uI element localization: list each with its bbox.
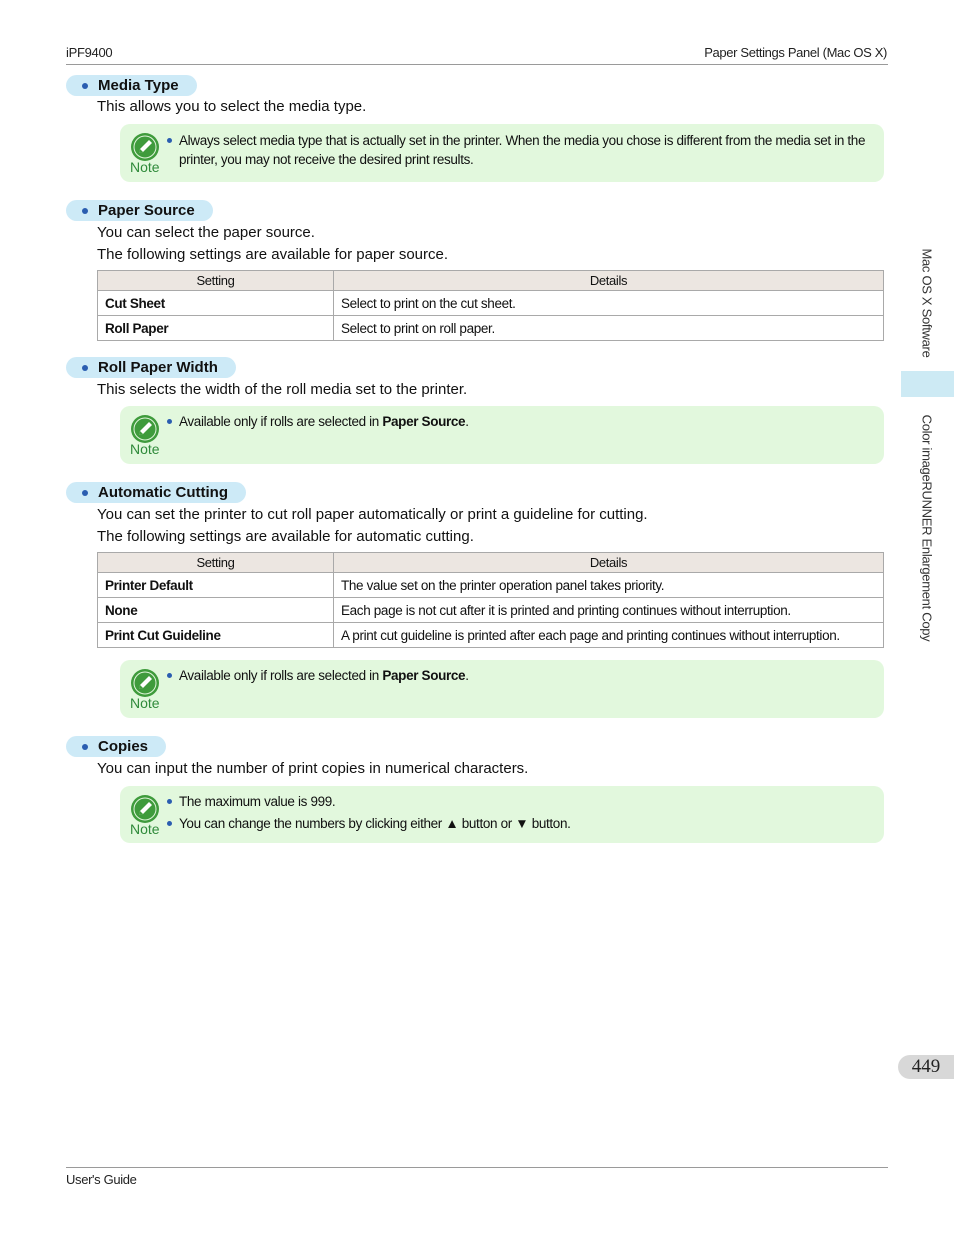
- section-heading-automatic-cutting: Automatic Cutting: [66, 482, 246, 503]
- footer-guide-name: User's Guide: [66, 1172, 137, 1187]
- note-pencil-icon: [130, 414, 160, 444]
- automatic-cutting-table: [97, 552, 884, 648]
- note-item: Available only if rolls are selected in Paper Source.: [167, 666, 870, 685]
- note-item: The maximum value is 999.: [167, 792, 870, 811]
- table-row: [98, 291, 884, 316]
- media-type-description: This allows you to select the media type.: [97, 98, 367, 115]
- page-number: 449: [898, 1055, 954, 1079]
- table-row: [98, 598, 884, 623]
- note-item: You can change the numbers by clicking either ▲ button or ▼ button.: [167, 814, 870, 833]
- table-cell-setting: Printer Default: [98, 573, 334, 598]
- paper-source-settings-intro: The following settings are available for paper source.: [97, 246, 449, 263]
- footer-divider: [66, 1167, 888, 1168]
- bullet-icon: [82, 83, 88, 89]
- bullet-icon: [167, 799, 172, 804]
- table-header-details: Details: [334, 271, 884, 291]
- bullet-icon: [82, 490, 88, 496]
- section-heading-roll-paper-width: Roll Paper Width: [66, 357, 236, 378]
- paper-source-description: You can select the paper source.: [97, 224, 315, 241]
- page-header-title: Paper Settings Panel (Mac OS X): [704, 45, 887, 60]
- header-divider: [66, 64, 888, 65]
- note-box-media-type: [120, 124, 884, 182]
- table-cell-details: Select to print on roll paper.: [334, 316, 884, 341]
- note-label: Note: [130, 695, 160, 711]
- table-header-setting: Setting: [98, 553, 334, 573]
- bullet-icon: [82, 208, 88, 214]
- note-item: Always select media type that is actually set in the printer. When the media you chose is different from the media set in the printer, you may not receive the desired print results.: [167, 131, 870, 169]
- table-row: [98, 623, 884, 648]
- note-label: Note: [130, 441, 160, 457]
- copies-description: You can input the number of print copies in numerical characters.: [97, 760, 529, 777]
- automatic-cutting-description: You can set the printer to cut roll paper automatically or print a guideline for cutting.: [97, 506, 648, 523]
- bullet-icon: [82, 365, 88, 371]
- roll-paper-width-description: This selects the width of the roll media set to the printer.: [97, 381, 468, 398]
- bullet-icon: [167, 138, 172, 143]
- paper-source-table: [97, 270, 884, 341]
- table-header-setting: Setting: [98, 271, 334, 291]
- side-tab-chapter: Color imageRUNNER Enlargement Copy: [919, 414, 935, 641]
- table-cell-setting: Roll Paper: [98, 316, 334, 341]
- table-cell-details: A print cut guideline is printed after each page and printing continues without interruption.: [334, 623, 884, 648]
- table-cell-details: Each page is not cut after it is printed and printing continues without interruption.: [334, 598, 884, 623]
- section-heading-paper-source: Paper Source: [66, 200, 213, 221]
- table-header-details: Details: [334, 553, 884, 573]
- note-box-copies: [120, 786, 884, 843]
- section-heading-media-type: Media Type: [66, 75, 197, 96]
- table-row: [98, 573, 884, 598]
- note-item: Available only if rolls are selected in Paper Source.: [167, 412, 870, 431]
- side-tab-marker: [901, 371, 954, 397]
- note-label: Note: [130, 821, 160, 837]
- bullet-icon: [167, 821, 172, 826]
- document-model: iPF9400: [66, 45, 113, 60]
- section-heading-copies: Copies: [66, 736, 166, 757]
- table-cell-setting: Print Cut Guideline: [98, 623, 334, 648]
- table-cell-details: The value set on the printer operation panel takes priority.: [334, 573, 884, 598]
- table-cell-setting: Cut Sheet: [98, 291, 334, 316]
- table-row: [98, 316, 884, 341]
- side-tab-subsection: Mac OS X Software: [919, 247, 935, 358]
- bullet-icon: [167, 673, 172, 678]
- note-box-automatic-cutting: [120, 660, 884, 718]
- note-pencil-icon: [130, 794, 160, 824]
- table-cell-details: Select to print on the cut sheet.: [334, 291, 884, 316]
- table-cell-setting: None: [98, 598, 334, 623]
- automatic-cutting-settings-intro: The following settings are available for automatic cutting.: [97, 528, 474, 545]
- note-label: Note: [130, 159, 160, 175]
- bullet-icon: [167, 419, 172, 424]
- note-pencil-icon: [130, 132, 160, 162]
- note-pencil-icon: [130, 668, 160, 698]
- bullet-icon: [82, 744, 88, 750]
- note-box-roll-paper-width: [120, 406, 884, 464]
